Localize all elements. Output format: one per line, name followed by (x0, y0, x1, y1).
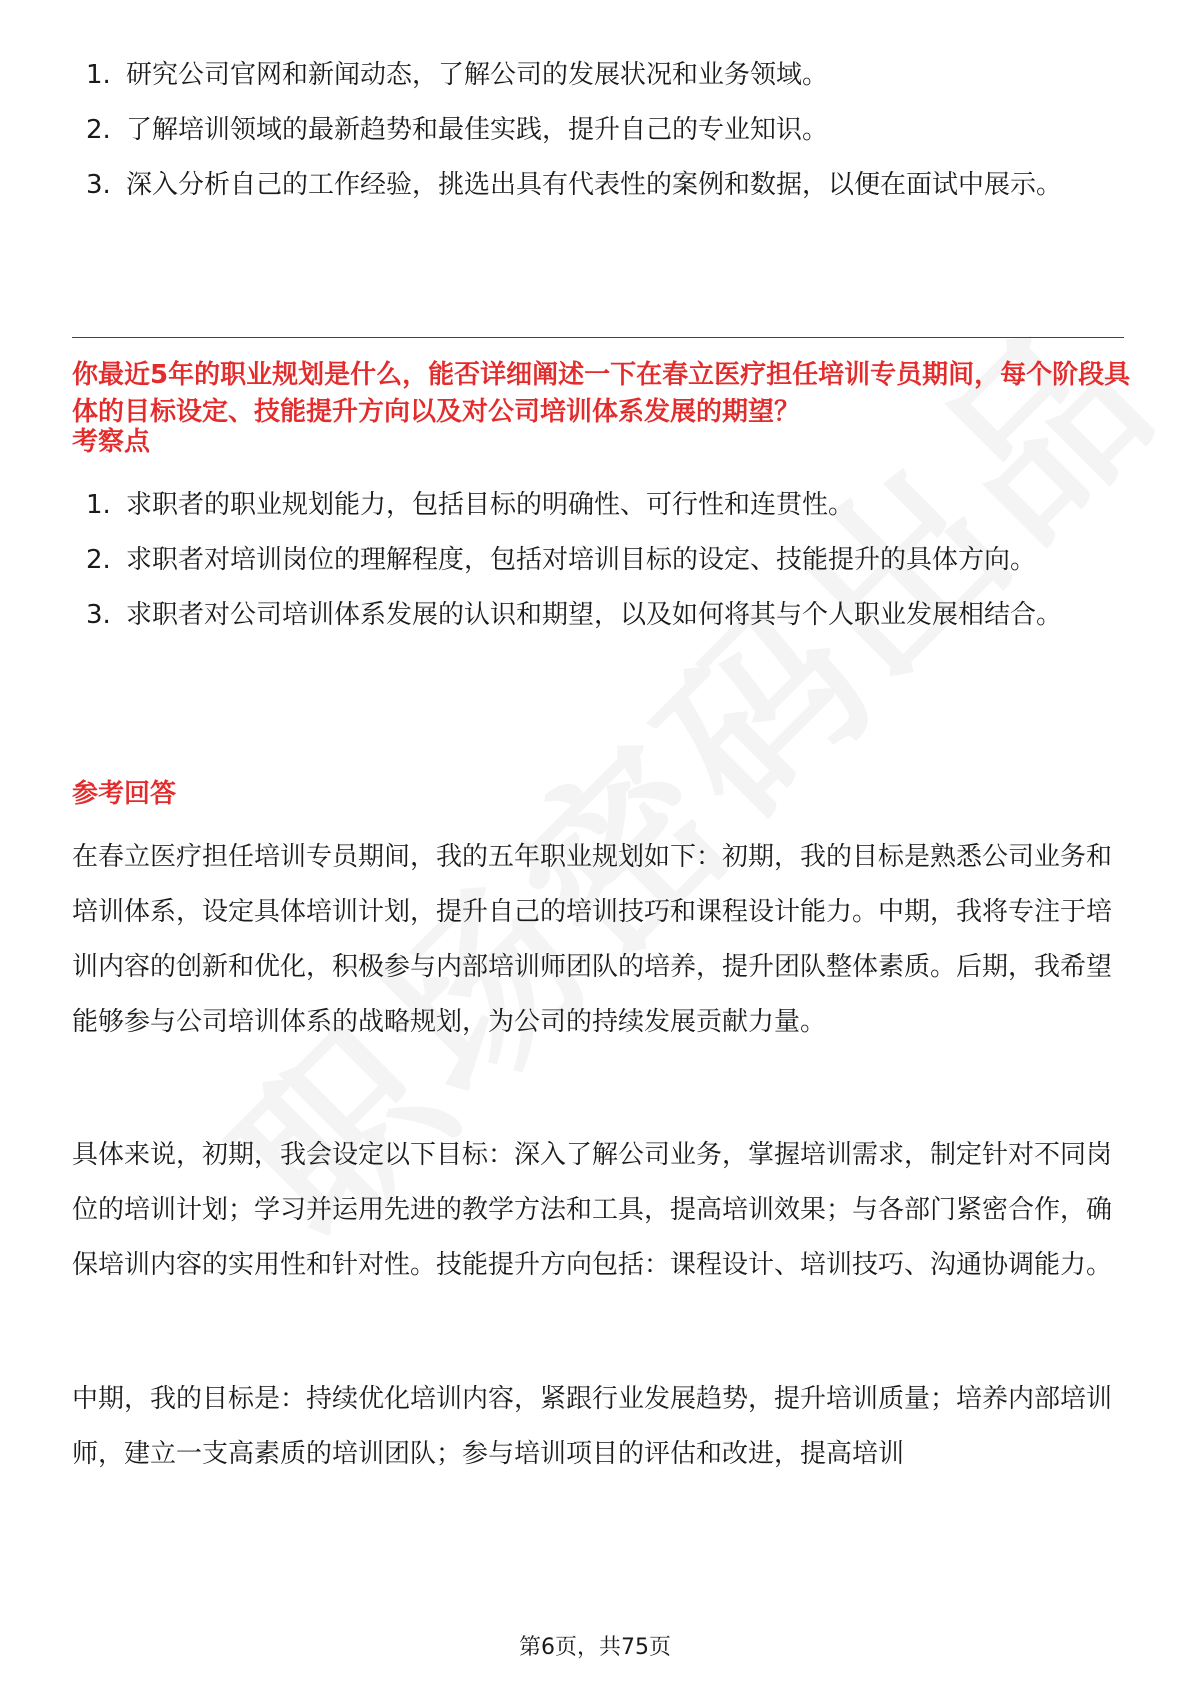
page-footer: 第6页，共75页 (519, 1635, 671, 1660)
list-text: 研究公司官网和新闻动态，了解公司的发展状况和业务领域。 (126, 60, 829, 90)
list-number: 2. (86, 115, 111, 145)
list-item (72, 588, 1122, 643)
answer-paragraph: 在春立医疗担任培训专员期间，我的五年职业规划如下：初期，我的目标是熟悉公司业务和培训体系，设定具体培训计划，提升自己的培训技巧和课程设计能力。中期，我将专注于培训内容的创新和优化，积极参与内部培训师团队的培养，提升团队整体素质。后期，我希望能够参与公司培训体系的战略规划，为公司的持续发展贡献力量。 (72, 842, 1113, 1037)
list-text: 了解培训领域的最新趋势和最佳实践，提升自己的专业知识。 (126, 115, 829, 145)
list-item (72, 478, 1122, 533)
list-text: 求职者对公司培训体系发展的认识和期望，以及如何将其与个人职业发展相结合。 (126, 600, 1063, 630)
list-number: 3. (86, 600, 111, 630)
answer-paragraph: 具体来说，初期，我会设定以下目标：深入了解公司业务，掌握培训需求，制定针对不同岗位的培训计划；学习并运用先进的教学方法和工具，提高培训效果；与各部门紧密合作，确保培训内容的实用性和针对性。技能提升方向包括：课程设计、培训技巧、沟通协调能力。 (72, 1140, 1113, 1280)
list-text: 深入分析自己的工作经验，挑选出具有代表性的案例和数据，以便在面试中展示。 (126, 170, 1063, 200)
section-heading-kaocha: 考察点 (72, 427, 151, 457)
kaocha-list (72, 478, 1122, 643)
section-heading-answer: 参考回答 (72, 779, 177, 809)
list-text: 求职者对培训岗位的理解程度，包括对培训目标的设定、技能提升的具体方向。 (126, 545, 1037, 575)
list-number: 2. (86, 545, 111, 575)
intro-list (72, 48, 1122, 213)
question-title: 你最近5年的职业规划是什么，能否详细阐述一下在春立医疗担任培训专员期间，每个阶段具体的目标设定、技能提升方向以及对公司培训体系发展的期望？ (72, 360, 1131, 427)
list-item (72, 48, 1122, 103)
list-text: 求职者的职业规划能力，包括目标的明确性、可行性和连贯性。 (126, 490, 855, 520)
answer-paragraph: 中期，我的目标是：持续优化培训内容，紧跟行业发展趋势，提升培训质量；培养内部培训师，建立一支高素质的培训团队；参与培训项目的评估和改进，提高培训 (72, 1384, 1113, 1469)
list-item (72, 533, 1122, 588)
list-number: 1. (86, 490, 111, 520)
section-divider (72, 337, 1124, 338)
list-item (72, 103, 1122, 158)
list-number: 1. (86, 60, 111, 90)
list-number: 3. (86, 170, 111, 200)
list-item (72, 158, 1122, 213)
